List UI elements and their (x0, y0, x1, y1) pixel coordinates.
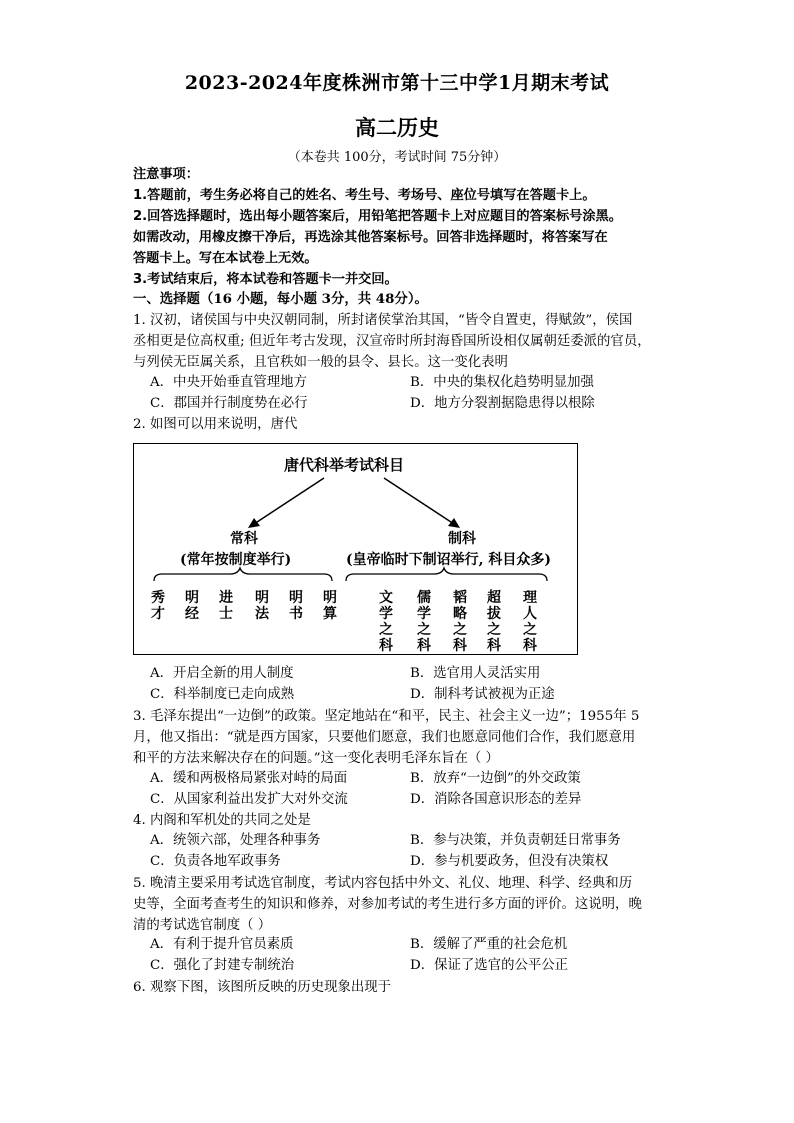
diagram-left-item: 秀 才 (151, 590, 165, 622)
q4-option-a: A．统领六部，处理各种事务 (150, 833, 321, 848)
q3-option-c: C．从国家利益出发扩大对外交流 (150, 792, 348, 807)
notice-heading: 注意事项： (133, 167, 199, 182)
q5-option-d: D．保证了选官的公平公正 (410, 958, 569, 973)
diagram-left-item: 明 经 (185, 590, 199, 622)
exam-meta: （本卷共 100分，考试时间 75分钟） (287, 150, 507, 165)
diagram-left-item: 明 算 (323, 590, 337, 622)
q6-stem: 6. 观察下图，该图所反映的历史现象出现于 (133, 980, 392, 995)
diagram-right-item: 韬 略 之 科 (453, 590, 467, 654)
diagram-right-note: (皇帝临时下制诏举行, 科目众多) (346, 552, 551, 568)
diagram-left-item: 明 法 (255, 590, 269, 622)
q5-option-c: C．强化了封建专制统治 (150, 958, 295, 973)
q1-option-a: A．中央开始垂直管理地方 (150, 375, 307, 390)
q4-option-c: C．负责各地军政事务 (150, 854, 281, 869)
q2-stem: 2. 如图可以用来说明，唐代 (133, 417, 298, 432)
keju-diagram (133, 443, 578, 655)
exam-title: 2023-2024年度株洲市第十三中学1月期末考试 (184, 72, 610, 94)
q3-option-a: A．缓和两极格局紧张对峙的局面 (150, 771, 348, 786)
diagram-right-item: 理 人 之 科 (523, 590, 537, 654)
q2-option-d: D．制科考试被视为正途 (410, 687, 555, 702)
q1-option-b: B．中央的集权化趋势明显加强 (410, 375, 594, 390)
q5-option-a: A．有利于提升官员素质 (150, 937, 294, 952)
notice-item-3: 3.考试结束后，将本试卷和答题卡一并交回。 (133, 272, 398, 287)
diagram-left-note: (常年按制度举行) (180, 552, 292, 568)
diagram-left-title: 常科 (230, 531, 258, 547)
q5-line2: 史等，全面考查考生的知识和修养，对参加考试的考生进行多方面的评价。这说明，晚 (133, 897, 642, 912)
q4-stem: 4. 内阁和军机处的共同之处是 (133, 813, 311, 828)
q4-option-d: D．参与机要政务，但没有决策权 (410, 854, 609, 869)
diagram-right-title: 制科 (448, 531, 476, 547)
q4-option-b: B．参与决策，并负责朝廷日常事务 (410, 833, 621, 848)
diagram-left-item: 明 书 (289, 590, 303, 622)
q1-line1: 1. 汉初，诸侯国与中央汉朝同制，所封诸侯掌治其国，“皆令自置吏，得赋敛”，侯国 (133, 313, 633, 328)
q3-option-d: D．消除各国意识形态的差异 (410, 792, 582, 807)
notice-item-2-cont2: 答题卡上。写在本试卷上无效。 (133, 251, 318, 266)
notice-item-1: 1.答题前，考生务必将自己的姓名、考生号、考场号、座位号填写在答题卡上。 (133, 188, 596, 203)
q1-option-d: D．地方分裂割据隐患得以根除 (410, 396, 595, 411)
diagram-left-item: 进 士 (219, 590, 233, 622)
notice-item-2: 2.回答选择题时，选出每小题答案后，用铅笔把答题卡上对应题目的答案标号涂黑。 (133, 209, 622, 224)
section-heading: 一、选择题（16 小题，每小题 3分，共 48分）。 (133, 291, 428, 307)
q1-line3: 与列侯无臣属关系，且官秩如一般的县令、县长。这一变化表明 (133, 355, 508, 370)
q5-line3: 清的考试选官制度（ ） (133, 918, 272, 933)
q3-line1: 3. 毛泽东提出“一边倒”的政策。坚定地站在“和平，民主、社会主义一边”；1955年 5 (133, 709, 640, 724)
q2-option-c: C．科举制度已走向成熟 (150, 687, 295, 702)
q5-line1: 5. 晚清主要采用考试选官制度，考试内容包括中外文、礼仪、地理、科学、经典和历 (133, 876, 633, 891)
q5-option-b: B．缓解了严重的社会危机 (410, 937, 568, 952)
q3-line3: 和平的方法来解决存在的问题。”这一变化表明毛泽东旨在（ ） (133, 751, 499, 766)
notice-item-2-cont: 如需改动，用橡皮擦干净后，再选涂其他答案标号。回答非选择题时，将答案写在 (133, 230, 608, 245)
diagram-right-item: 文 学 之 科 (379, 590, 393, 654)
q3-line2: 月，他又指出：“就是西方国家，只要他们愿意，我们也愿意同他们合作，我们愿意用 (133, 730, 636, 745)
diagram-right-item: 儒 学 之 科 (417, 590, 431, 654)
q2-option-b: B．选官用人灵活实用 (410, 666, 541, 681)
diagram-right-item: 超 拔 之 科 (487, 590, 501, 654)
q3-option-b: B．放弃“一边倒”的外交政策 (410, 771, 581, 786)
diagram-root: 唐代科举考试科目 (284, 456, 405, 474)
q1-option-c: C．郡国并行制度势在必行 (150, 396, 308, 411)
q2-option-a: A．开启全新的用人制度 (150, 666, 294, 681)
q1-line2: 丞相更是位高权重; 但近年考古发现，汉宣帝时所封海昏国所设相仅属朝廷委派的官员， (133, 334, 651, 349)
exam-subject: 高二历史 (355, 115, 439, 140)
